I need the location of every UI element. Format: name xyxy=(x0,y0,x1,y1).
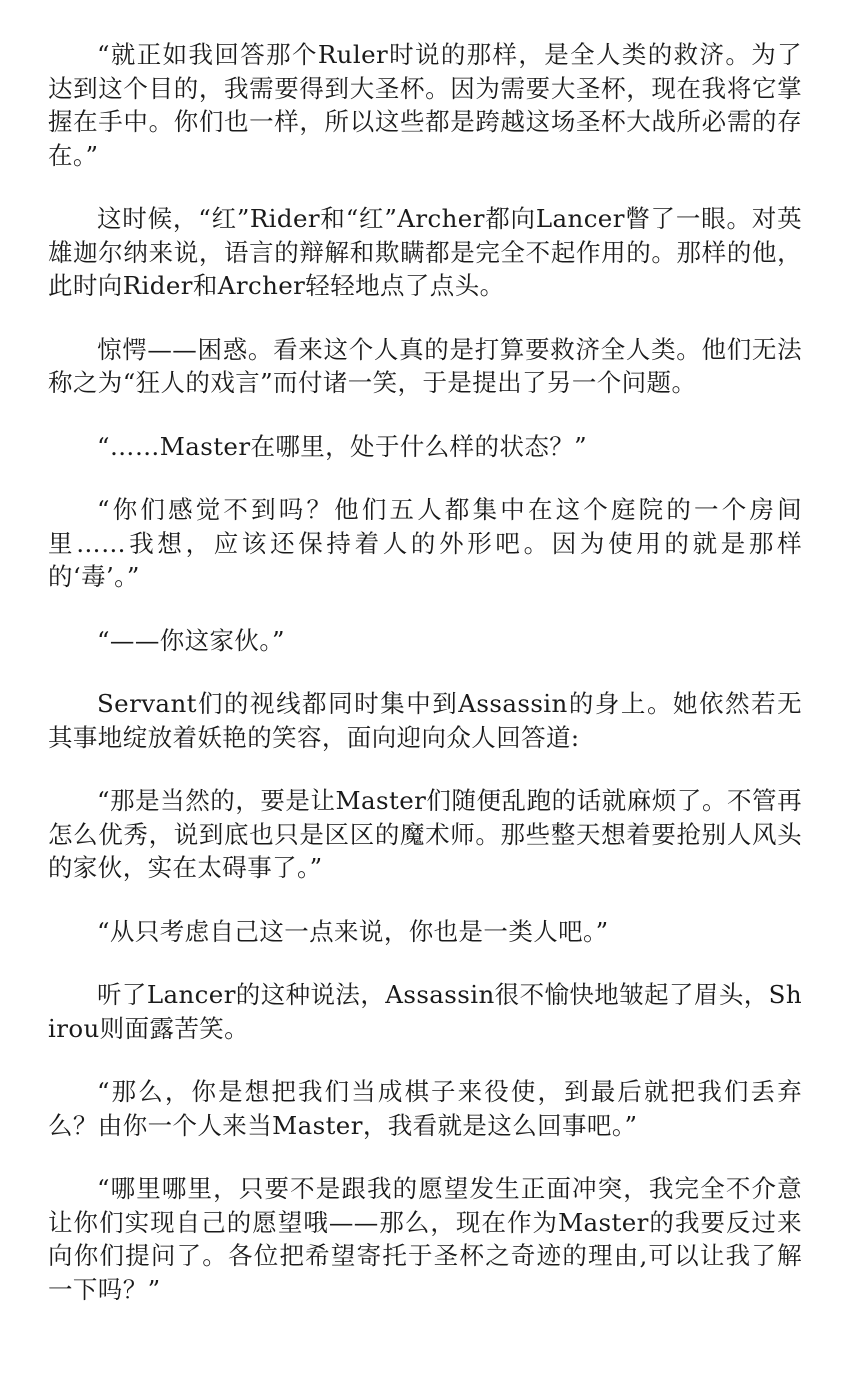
paragraph-7: Servant们的视线都同时集中到Assassin的身上。她依然若无其事地绽放着妖艳的笑容，面向迎向众人回答道: xyxy=(48,689,802,752)
paragraph-1: “就正如我回答那个Ruler时说的那样，是全人类的救济。为了达到这个目的，我需要得到大圣杯。因为需要大圣杯，现在我将它掌握在手中。你们也一样，所以这些都是跨越这场圣杯大战所必需的存在。” xyxy=(48,40,802,170)
paragraph-10: 听了Lancer的这种说法，Assassin很不愉快地皱起了眉头，Shirou则面露苦笑。 xyxy=(48,980,802,1043)
paragraph-2: 这时候，“红”Rider和“红”Archer都向Lancer瞥了一眼。对英雄迦尔纳来说，语言的辩解和欺瞒都是完全不起作用的。那样的他，此时向Rider和Archer轻轻地点了点头。 xyxy=(48,204,802,300)
paragraph-4: “……Master在哪里，处于什么样的状态？” xyxy=(97,431,588,461)
paragraph-9: “从只考虑自己这一点来说，你也是一类人吧。” xyxy=(97,916,609,946)
paragraph-11: “那么，你是想把我们当成棋子来役使，到最后就把我们丢弃么？由你一个人来当Master，我看就是这么回事吧。” xyxy=(48,1077,802,1140)
paragraph-5: “你们感觉不到吗？他们五人都集中在这个庭院的一个房间里……我想，应该还保持着人的外形吧。因为使用的就是那样的‘毒’。” xyxy=(48,495,802,591)
paragraph-12: “哪里哪里，只要不是跟我的愿望发生正面冲突，我完全不介意让你们实现自己的愿望哦——那么，现在作为Master的我要反过来向你们提问了。各位把希望寄托于圣杯之奇迹的理由,可以让我了解一下吗？” xyxy=(48,1174,802,1304)
paragraph-6: “——你这家伙。” xyxy=(97,625,285,655)
paragraph-8: “那是当然的，要是让Master们随便乱跑的话就麻烦了。不管再怎么优秀，说到底也只是区区的魔术师。那些整天想着要抢别人风头的家伙，实在太碍事了。” xyxy=(48,786,802,882)
paragraph-3: 惊愕——困惑。看来这个人真的是打算要救济全人类。他们无法称之为“狂人的戏言”而付诸一笑，于是提出了另一个问题。 xyxy=(48,334,802,397)
